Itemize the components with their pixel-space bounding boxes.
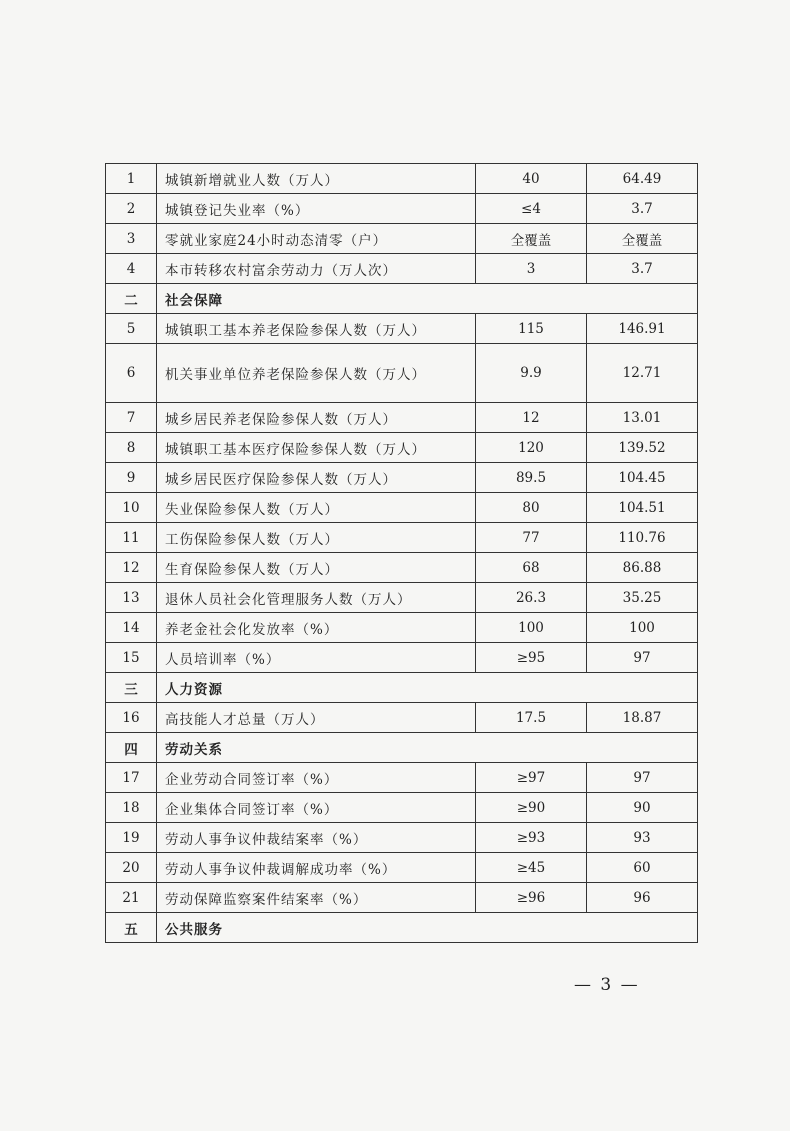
statistics-table-body <box>106 164 698 943</box>
target-value: ≥93 <box>476 823 587 853</box>
indicator-name: 城乡居民医疗保险参保人数（万人） <box>157 463 476 493</box>
row-number: 19 <box>106 823 157 853</box>
indicator-name: 城镇新增就业人数（万人） <box>157 164 476 194</box>
actual-value: 3.7 <box>587 194 698 224</box>
row-number: 8 <box>106 433 157 463</box>
indicator-name: 退休人员社会化管理服务人数（万人） <box>157 583 476 613</box>
actual-value: 35.25 <box>587 583 698 613</box>
row-number: 3 <box>106 224 157 254</box>
actual-value: 60 <box>587 853 698 883</box>
row-number: 2 <box>106 194 157 224</box>
row-number: 7 <box>106 403 157 433</box>
actual-value: 93 <box>587 823 698 853</box>
indicator-name: 企业集体合同签订率（%） <box>157 793 476 823</box>
row-number: 15 <box>106 643 157 673</box>
target-value: 40 <box>476 164 587 194</box>
table-row <box>106 194 698 224</box>
indicator-name: 本市转移农村富余劳动力（万人次） <box>157 254 476 284</box>
row-number: 5 <box>106 314 157 344</box>
indicator-name: 高技能人才总量（万人） <box>157 703 476 733</box>
row-number: 16 <box>106 703 157 733</box>
section-title: 人力资源 <box>157 673 698 703</box>
table-row <box>106 703 698 733</box>
actual-value: 全覆盖 <box>587 224 698 254</box>
target-value: 26.3 <box>476 583 587 613</box>
indicator-name: 城镇职工基本医疗保险参保人数（万人） <box>157 433 476 463</box>
table-row <box>106 433 698 463</box>
statistics-table <box>105 163 698 943</box>
indicator-name: 养老金社会化发放率（%） <box>157 613 476 643</box>
actual-value: 104.51 <box>587 493 698 523</box>
row-number: 14 <box>106 613 157 643</box>
indicator-name: 城乡居民养老保险参保人数（万人） <box>157 403 476 433</box>
table-row <box>106 403 698 433</box>
actual-value: 100 <box>587 613 698 643</box>
actual-value: 18.87 <box>587 703 698 733</box>
table-row <box>106 793 698 823</box>
actual-value: 64.49 <box>587 164 698 194</box>
actual-value: 96 <box>587 883 698 913</box>
target-value: 115 <box>476 314 587 344</box>
row-number: 18 <box>106 793 157 823</box>
target-value: 120 <box>476 433 587 463</box>
actual-value: 146.91 <box>587 314 698 344</box>
target-value: 89.5 <box>476 463 587 493</box>
table-row <box>106 164 698 194</box>
section-header-row <box>106 913 698 943</box>
indicator-name: 劳动人事争议仲裁结案率（%） <box>157 823 476 853</box>
section-number: 二 <box>106 284 157 314</box>
row-number: 1 <box>106 164 157 194</box>
table-row <box>106 523 698 553</box>
actual-value: 97 <box>587 763 698 793</box>
target-value: ≤4 <box>476 194 587 224</box>
actual-value: 104.45 <box>587 463 698 493</box>
row-number: 6 <box>106 344 157 403</box>
target-value: ≥97 <box>476 763 587 793</box>
actual-value: 97 <box>587 643 698 673</box>
indicator-name: 劳动保障监察案件结案率（%） <box>157 883 476 913</box>
row-number: 4 <box>106 254 157 284</box>
section-header-row <box>106 733 698 763</box>
row-number: 17 <box>106 763 157 793</box>
indicator-name: 企业劳动合同签订率（%） <box>157 763 476 793</box>
section-header-row <box>106 284 698 314</box>
section-number: 三 <box>106 673 157 703</box>
indicator-name: 城镇登记失业率（%） <box>157 194 476 224</box>
table-row <box>106 553 698 583</box>
table-row <box>106 823 698 853</box>
target-value: ≥45 <box>476 853 587 883</box>
section-number: 四 <box>106 733 157 763</box>
indicator-name: 零就业家庭24小时动态清零（户） <box>157 224 476 254</box>
table-row <box>106 493 698 523</box>
row-number: 13 <box>106 583 157 613</box>
target-value: 全覆盖 <box>476 224 587 254</box>
row-number: 21 <box>106 883 157 913</box>
row-number: 10 <box>106 493 157 523</box>
row-number: 11 <box>106 523 157 553</box>
table-row <box>106 883 698 913</box>
table-row <box>106 314 698 344</box>
indicator-name: 劳动人事争议仲裁调解成功率（%） <box>157 853 476 883</box>
actual-value: 3.7 <box>587 254 698 284</box>
target-value: 77 <box>476 523 587 553</box>
target-value: ≥90 <box>476 793 587 823</box>
indicator-name: 机关事业单位养老保险参保人数（万人） <box>157 344 476 403</box>
table-row <box>106 853 698 883</box>
table-row <box>106 613 698 643</box>
actual-value: 86.88 <box>587 553 698 583</box>
row-number: 20 <box>106 853 157 883</box>
target-value: ≥95 <box>476 643 587 673</box>
indicator-name: 城镇职工基本养老保险参保人数（万人） <box>157 314 476 344</box>
section-title: 公共服务 <box>157 913 698 943</box>
table-row <box>106 344 698 403</box>
actual-value: 13.01 <box>587 403 698 433</box>
target-value: ≥96 <box>476 883 587 913</box>
target-value: 17.5 <box>476 703 587 733</box>
actual-value: 110.76 <box>587 523 698 553</box>
indicator-name: 人员培训率（%） <box>157 643 476 673</box>
section-title: 劳动关系 <box>157 733 698 763</box>
section-title: 社会保障 <box>157 284 698 314</box>
target-value: 3 <box>476 254 587 284</box>
table-row <box>106 763 698 793</box>
indicator-name: 失业保险参保人数（万人） <box>157 493 476 523</box>
section-header-row <box>106 673 698 703</box>
target-value: 9.9 <box>476 344 587 403</box>
indicator-name: 工伤保险参保人数（万人） <box>157 523 476 553</box>
actual-value: 139.52 <box>587 433 698 463</box>
target-value: 80 <box>476 493 587 523</box>
table-row <box>106 583 698 613</box>
table-row <box>106 643 698 673</box>
row-number: 12 <box>106 553 157 583</box>
row-number: 9 <box>106 463 157 493</box>
actual-value: 90 <box>587 793 698 823</box>
table-row <box>106 224 698 254</box>
table-row <box>106 254 698 284</box>
target-value: 68 <box>476 553 587 583</box>
table-row <box>106 463 698 493</box>
page-number: — 3 — <box>574 975 640 995</box>
indicator-name: 生育保险参保人数（万人） <box>157 553 476 583</box>
actual-value: 12.71 <box>587 344 698 403</box>
section-number: 五 <box>106 913 157 943</box>
target-value: 12 <box>476 403 587 433</box>
target-value: 100 <box>476 613 587 643</box>
